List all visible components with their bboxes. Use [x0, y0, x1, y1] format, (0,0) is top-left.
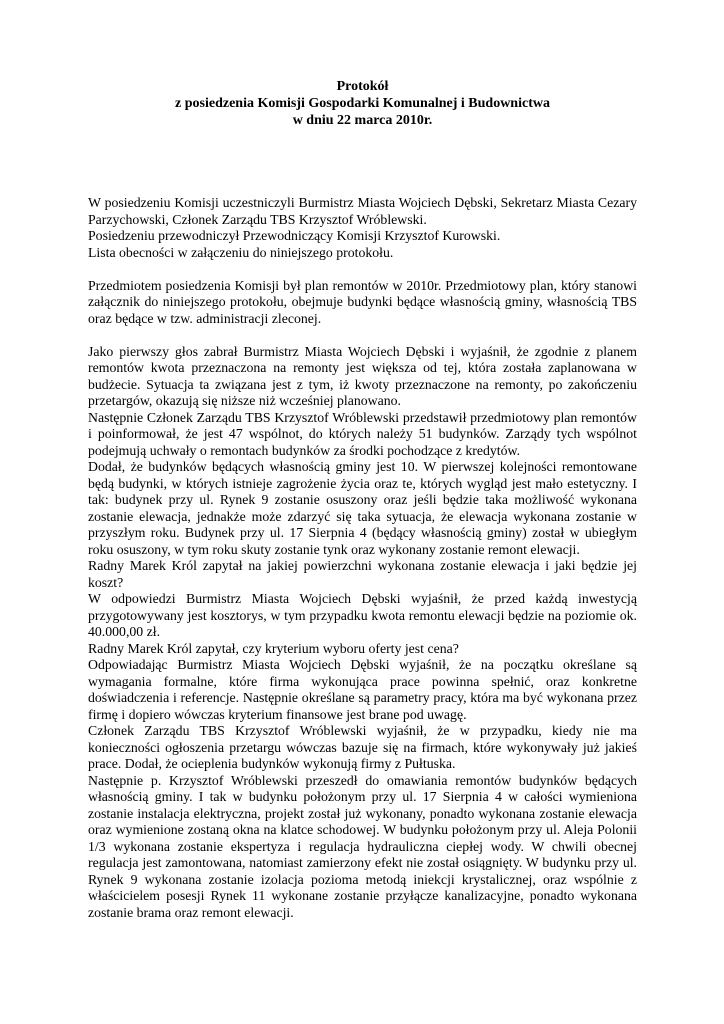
title-line-date: w dniu 22 marca 2010r.	[292, 113, 433, 128]
paragraph-renovations-detail: Następnie p. Krzysztof Wróblewski przeszedł do omawiania remontów budynków będących własnością gminy. I tak w budynku położonym przy ul. 17 Sierpnia 4 w całości wymieniona zostanie instalacja elektryczna, projekt został już wykonany, ponadto wykonana zostanie elewacja oraz wymienione zostaną okna na klatce schodowej. W budynku położonym przy ul. Aleja Polonii 1/3 wykonana zostanie ekspertyza i regulacja hydrauliczna ciepłej wody. W chwili obecnej regulacja jest zamontowana, natomiast zamierzony efekt nie został osiągnięty. W budynku przy ul. Rynek 9 wykonana zostanie izolacja pozioma metodą iniekcji krystalicznej, oraz wspólnie z właścicielem posesji Rynek 11 wykonane zostanie przyłącze kanalizacyjne, ponadto wykonana zostanie brama oraz remont elewacji.	[88, 772, 637, 920]
title-line-committee: z posiedzenia Komisji Gospodarki Komunalnej i Budownictwa	[175, 96, 550, 111]
paragraph-answer-criteria: Odpowiadając Burmistrz Miasta Wojciech Dębski wyjaśnił, że na początku określane są wymagania formalne, które firma wykonująca prace powinna spełnić, oraz konkretne doświadczenia i referencje. Następnie określane są parametry pracy, która ma być wykonana przez firmę i dopiero wówczas kryterium finansowe jest brane pod uwagę.	[88, 657, 637, 722]
paragraph-subject: Przedmiotem posiedzenia Komisji był plan remontów w 2010r. Przedmiotowy plan, który stanowi załącznik do niniejszego protokołu, obejmuje budynki będące własnością gminy, własnością TBS oraz będące w tzw. administracji zleconej.	[88, 277, 637, 326]
document-page	[88, 78, 637, 921]
paragraph-municipal-buildings: Dodał, że budynków będących własnością gminy jest 10. W pierwszej kolejności remontowane będą budynki, w których istnieje zagrożenie życia oraz te, których wygląd jest mało estetyczny. I tak: budynek przy ul. Rynek 9 zostanie osuszony oraz jeśli będzie taka możliwość wykonana zostanie elewacja, jednakże może zdarzyć się taka sytuacja, że elewacja wykonana zostanie w przyszłym roku. Budynek przy ul. 17 Sierpnia 4 (będący własnością gminy) został w ubiegłym roku osuszony, w tym roku skuty zostanie tynk oraz wykonany zostanie remont elewacji.	[88, 459, 637, 557]
paragraph-mayor-statement: Jako pierwszy głos zabrał Burmistrz Miasta Wojciech Dębski i wyjaśnił, że zgodnie z planem remontów kwota przeznaczona na remonty jest większa od tej, która została zaplanowana w budżecie. Sytuacja ta związana jest z tym, iż kwoty przeznaczone na remonty, po zakończeniu przetargów, okazują się niższe niż wcześniej planowano.	[88, 343, 637, 408]
paragraph-answer-cost: W odpowiedzi Burmistrz Miasta Wojciech Dębski wyjaśnił, że przed każdą inwestycją przygotowywany jest kosztorys, w tym przypadku kwota remontu elewacji będzie na poziomie ok. 40.000,00 zł.	[88, 591, 637, 639]
title-line-protocol: Protokół	[336, 79, 389, 94]
paragraph-question-cost: Radny Marek Król zapytał na jakiej powierzchni wykonana zostanie elewacja i jaki będzie jej koszt?	[88, 558, 637, 590]
paragraph-question-criteria: Radny Marek Król zapytał, czy kryterium wyboru oferty jest cena?	[88, 640, 459, 656]
paragraph-tbs-tender: Członek Zarządu TBS Krzysztof Wróblewski wyjaśnił, że w przypadku, kiedy nie ma konieczności ogłoszenia przetargu wówczas bazuje się na firmach, które wykonywały już jakieś prace. Dodał, że ocieplenia budynków wykonują firmy z Pułtuska.	[88, 723, 637, 771]
document-body	[88, 195, 637, 921]
paragraph-attendees: W posiedzeniu Komisji uczestniczyli Burmistrz Miasta Wojciech Dębski, Sekretarz Miasta Cezary Parzychowski, Członek Zarządu TBS Krzysztof Wróblewski.	[88, 195, 637, 227]
paragraph-tbs-plan: Następnie Członek Zarządu TBS Krzysztof Wróblewski przedstawił przedmiotowy plan remontów i poinformował, że jest 47 wspólnot, do których należy 51 budynków. Zarządy tych wspólnot podejmują uchwały o remontach budynków za środki pochodzące z kredytów.	[88, 409, 637, 458]
paragraph-chair: Posiedzeniu przewodniczył Przewodniczący Komisji Krzysztof Kurowski.	[88, 228, 501, 243]
paragraph-attendance-list: Lista obecności w załączeniu do niniejszego protokołu.	[88, 244, 394, 260]
document-title	[88, 78, 637, 129]
